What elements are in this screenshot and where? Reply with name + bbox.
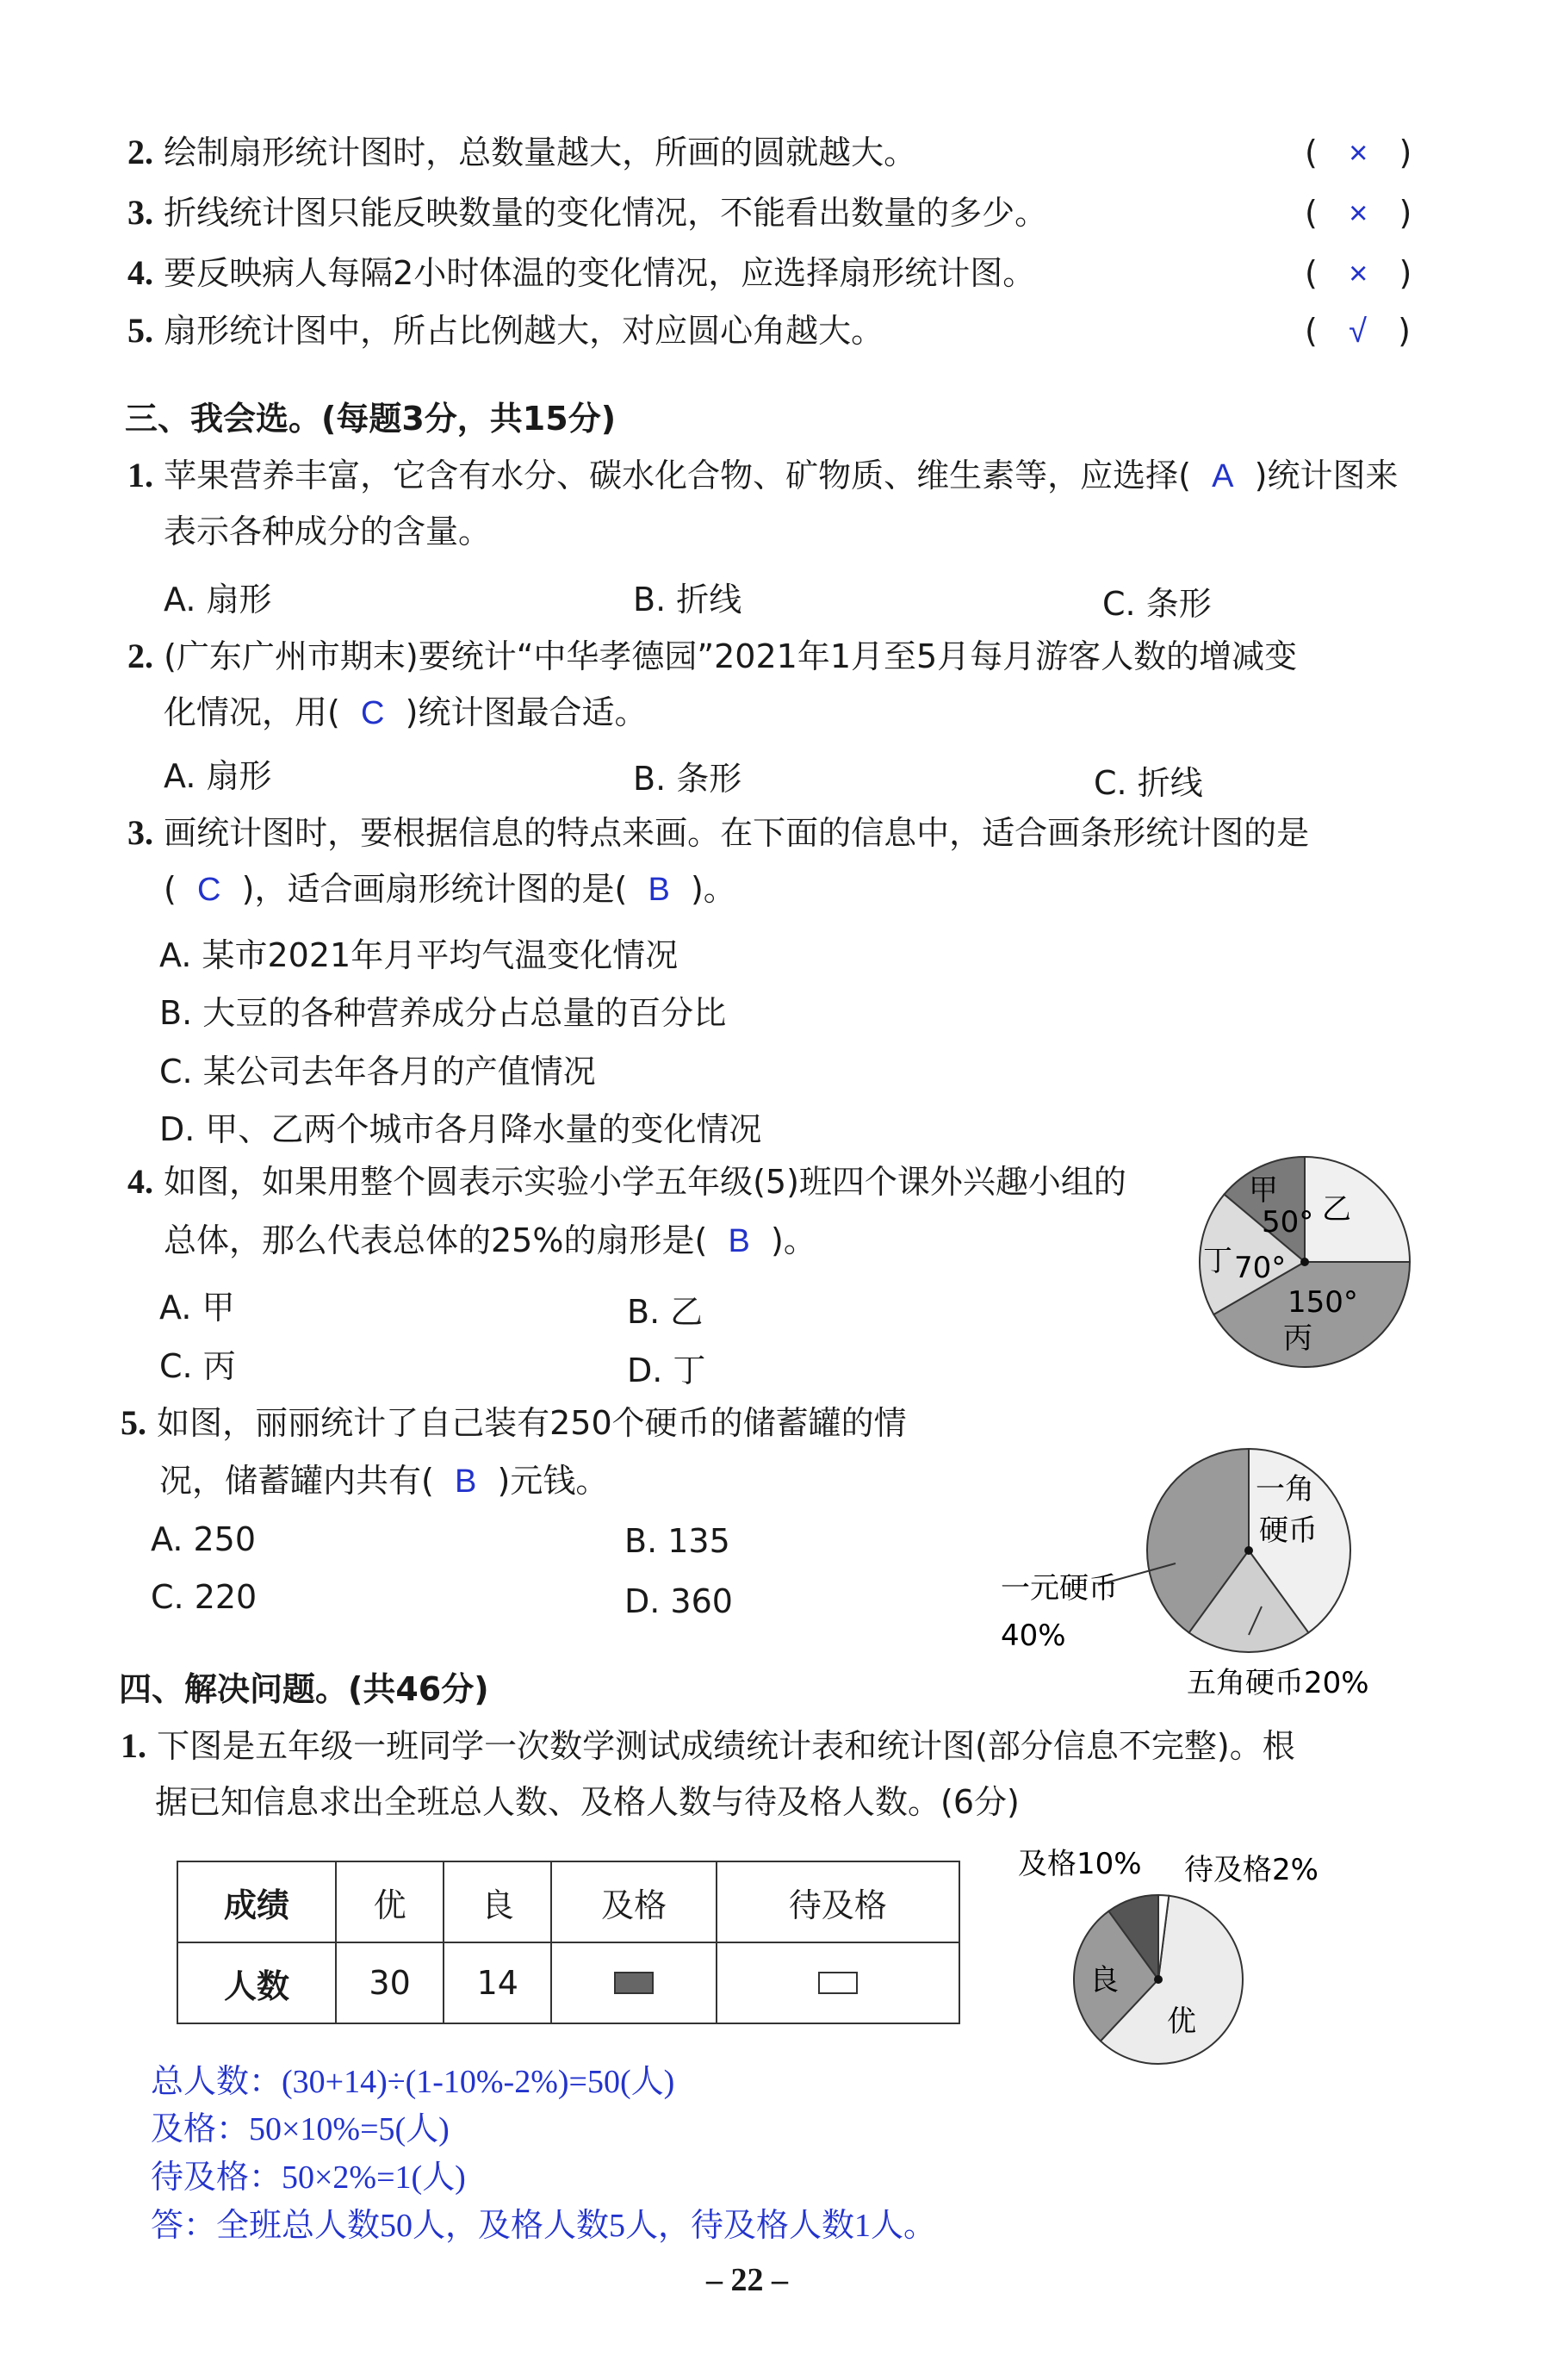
- empty-rect-icon: [818, 1972, 858, 1994]
- pie-label-daijige: 待及格2%: [1184, 1853, 1319, 1887]
- pie-label-jiao5: 五角硬币20%: [1187, 1666, 1369, 1700]
- pie-label-150: 150°: [1288, 1285, 1358, 1320]
- option: C. 丙: [159, 1347, 236, 1385]
- option: A. 甲: [159, 1289, 235, 1327]
- answer-paren: ( × ): [1305, 254, 1412, 292]
- score-table: [177, 1861, 960, 2024]
- pie-label-jia: 甲: [1249, 1173, 1278, 1208]
- question-text: 据已知信息求出全班总人数、及格人数与待及格人数。(6分): [155, 1783, 1020, 1821]
- table-cell: 14: [444, 1942, 551, 2023]
- judgement-item: 5. 扇形统计图中，所占比例越大，对应圆心角越大。: [127, 311, 884, 350]
- solution-line: 总人数：(30+14)÷(1-10%-2%)=50(人): [151, 2064, 675, 2100]
- answer-paren: ( × ): [1305, 134, 1412, 171]
- pie-label-jiao1: 一角: [1256, 1472, 1314, 1507]
- problem-1: 1. 下图是五年级一班同学一次数学测试成绩统计表和统计图(部分信息不完整)。根: [121, 1726, 1295, 1765]
- section-title: 三、我会选。(每题3分，共15分): [125, 400, 617, 438]
- option: C. 条形: [1102, 585, 1212, 623]
- judgement-item: 3. 折线统计图只能反映数量的变化情况，不能看出数量的多少。: [127, 193, 1048, 232]
- pie-label-jige: 及格10%: [1018, 1847, 1142, 1881]
- option: D. 360: [624, 1582, 733, 1620]
- table-cell: 30: [336, 1942, 444, 2023]
- option: A. 扇形: [164, 581, 272, 618]
- option: C. 220: [151, 1578, 258, 1616]
- section-title: 四、解决问题。(共46分): [119, 1670, 489, 1708]
- pie-slice-yi: [1305, 1157, 1410, 1262]
- table-row-label: 人数: [177, 1942, 336, 2023]
- coin-pie: [990, 1439, 1404, 1706]
- pie-label-you: 优: [1167, 2004, 1196, 2039]
- choice-question-3: 3. 画统计图时，要根据信息的特点来画。在下面的信息中，适合画条形统计图的是: [127, 813, 1310, 852]
- question-text: 表示各种成分的含量。: [164, 513, 492, 550]
- interest-group-pie: [1193, 1150, 1417, 1374]
- option: D. 甲、乙两个城市各月降水量的变化情况: [159, 1110, 762, 1148]
- option: B. 乙: [627, 1293, 704, 1331]
- option: B. 大豆的各种营养成分占总量的百分比: [159, 994, 727, 1032]
- solution-line: 待及格：50×2%=1(人): [151, 2159, 466, 2196]
- pie-label-yuan: 一元硬币: [1001, 1571, 1118, 1606]
- question-text: 况，储蓄罐内共有( B )元钱。: [159, 1462, 609, 1500]
- table-header: 优: [336, 1861, 444, 1942]
- option: A. 250: [151, 1520, 257, 1558]
- solution-line: 及格：50×10%=5(人): [151, 2111, 450, 2147]
- judgement-item: 2. 绘制扇形统计图时，总数量越大，所画的圆就越大。: [127, 133, 917, 171]
- table-cell: [551, 1942, 716, 2023]
- option: B. 135: [624, 1522, 730, 1560]
- table-header: 成绩: [177, 1861, 336, 1942]
- question-text: 总体，那么代表总体的25%的扇形是( B )。: [164, 1221, 816, 1259]
- solution-line: 答：全班总人数50人，及格人数5人，待及格人数1人。: [151, 2208, 937, 2244]
- option: A. 扇形: [164, 757, 272, 795]
- table-cell: [717, 1942, 959, 2023]
- option: C. 折线: [1094, 764, 1203, 802]
- pie-label-50: 50°: [1262, 1205, 1314, 1240]
- page-number: – 22 –: [706, 2262, 788, 2298]
- question-text: 化情况，用( C )统计图最合适。: [164, 693, 648, 731]
- pie-label-yuan-pct: 40%: [1001, 1619, 1066, 1653]
- score-pie: [1008, 1835, 1343, 2067]
- pie-label-ding: 丁: [1203, 1244, 1232, 1278]
- option: C. 某公司去年各月的产值情况: [159, 1053, 596, 1091]
- table-row: [177, 1942, 959, 2023]
- option: B. 条形: [633, 760, 742, 798]
- pie-label-bing: 丙: [1283, 1321, 1312, 1356]
- choice-question-5: 5. 如图，丽丽统计了自己装有250个硬币的储蓄罐的情: [121, 1403, 907, 1442]
- table-header: 待及格: [717, 1861, 959, 1942]
- table-header: 良: [444, 1861, 551, 1942]
- filled-rect-icon: [614, 1972, 654, 1994]
- table-header: 及格: [551, 1861, 716, 1942]
- answer-paren: ( × ): [1305, 194, 1412, 232]
- table-row: [177, 1861, 959, 1942]
- option: B. 折线: [633, 581, 742, 618]
- choice-question-2: 2. (广东广州市期末)要统计“中华孝德园”2021年1月至5月每月游客人数的增减变: [127, 637, 1298, 675]
- option: D. 丁: [627, 1352, 706, 1389]
- pie-label-jiao1b: 硬币: [1259, 1513, 1318, 1548]
- option: A. 某市2021年月平均气温变化情况: [159, 936, 679, 974]
- judgement-item: 4. 要反映病人每隔2小时体温的变化情况，应选择扇形统计图。: [127, 253, 1036, 292]
- choice-question-1: 1. 苹果营养丰富，它含有水分、碳水化合物、矿物质、维生素等，应选择( A )统计图来: [127, 456, 1399, 494]
- question-text: ( C )，适合画扇形统计图的是( B )。: [164, 870, 736, 908]
- choice-question-4: 4. 如图，如果用整个圆表示实验小学五年级(5)班四个课外兴趣小组的: [127, 1162, 1126, 1201]
- pie-label-yi: 乙: [1322, 1192, 1351, 1227]
- pie-label-70: 70°: [1234, 1251, 1287, 1285]
- pie-label-liang: 良: [1089, 1963, 1119, 1998]
- answer-paren: ( √ ): [1305, 312, 1411, 350]
